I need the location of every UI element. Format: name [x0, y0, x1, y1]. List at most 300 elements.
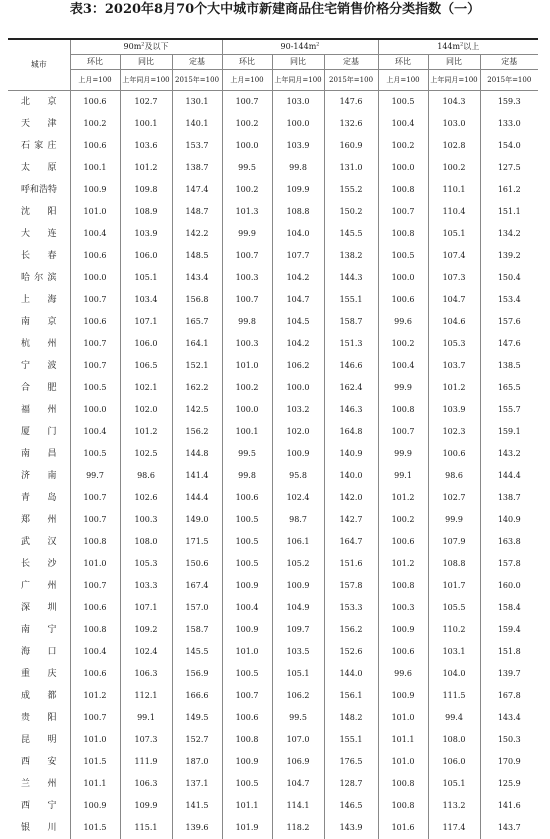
- value-cell: 99.8: [222, 311, 272, 333]
- value-cell: 167.8: [480, 685, 538, 707]
- value-cell: 100.7: [70, 333, 120, 355]
- value-cell: 158.4: [480, 597, 538, 619]
- value-cell: 101.2: [378, 553, 428, 575]
- value-cell: 107.1: [120, 311, 172, 333]
- value-cell: 106.2: [272, 685, 324, 707]
- value-cell: 100.7: [70, 707, 120, 729]
- value-cell: 100.6: [70, 597, 120, 619]
- table-row: [8, 509, 538, 531]
- table-row: [8, 135, 538, 157]
- table-row: [8, 553, 538, 575]
- header-row-groups: [8, 39, 538, 55]
- value-cell: 156.2: [324, 619, 378, 641]
- value-cell: 100.5: [222, 553, 272, 575]
- table-row: [8, 421, 538, 443]
- value-cell: 100.7: [222, 91, 272, 114]
- value-cell: 155.2: [324, 179, 378, 201]
- value-cell: 103.3: [120, 575, 172, 597]
- city-name-cell: 青岛: [8, 487, 70, 509]
- table-row: [8, 289, 538, 311]
- value-cell: 157.8: [324, 575, 378, 597]
- value-cell: 109.7: [272, 619, 324, 641]
- city-name-cell: 北京: [8, 91, 70, 114]
- city-name-cell: 石家庄: [8, 135, 70, 157]
- value-cell: 101.0: [70, 553, 120, 575]
- value-cell: 155.1: [324, 729, 378, 751]
- base-header: 上月=100: [222, 70, 272, 91]
- table-row: [8, 751, 538, 773]
- value-cell: 141.5: [172, 795, 222, 817]
- value-cell: 100.8: [378, 179, 428, 201]
- table-row: [8, 223, 538, 245]
- value-cell: 152.7: [172, 729, 222, 751]
- value-cell: 100.9: [222, 619, 272, 641]
- value-cell: 187.0: [172, 751, 222, 773]
- value-cell: 108.9: [120, 201, 172, 223]
- value-cell: 100.9: [222, 751, 272, 773]
- value-cell: 101.1: [222, 795, 272, 817]
- city-name-cell: 大连: [8, 223, 70, 245]
- table-row: [8, 729, 538, 751]
- city-name-cell: 沈阳: [8, 201, 70, 223]
- value-cell: 100.4: [222, 597, 272, 619]
- value-cell: 105.2: [272, 553, 324, 575]
- base-header: 上月=100: [378, 70, 428, 91]
- value-cell: 132.6: [324, 113, 378, 135]
- value-cell: 102.7: [120, 91, 172, 114]
- value-cell: 143.4: [172, 267, 222, 289]
- value-cell: 159.4: [480, 619, 538, 641]
- city-name-cell: 银川: [8, 817, 70, 839]
- value-cell: 103.9: [120, 223, 172, 245]
- metric-header: 定基: [172, 55, 222, 70]
- value-cell: 104.5: [272, 311, 324, 333]
- value-cell: 164.1: [172, 333, 222, 355]
- base-header: 上年同月=100: [272, 70, 324, 91]
- header-row-bases: [8, 70, 538, 91]
- value-cell: 100.0: [70, 399, 120, 421]
- value-cell: 103.6: [120, 135, 172, 157]
- value-cell: 157.6: [480, 311, 538, 333]
- metric-header: 同比: [120, 55, 172, 70]
- city-name-cell: 太原: [8, 157, 70, 179]
- value-cell: 138.7: [480, 487, 538, 509]
- table-row: [8, 531, 538, 553]
- value-cell: 100.9: [378, 685, 428, 707]
- value-cell: 100.9: [70, 795, 120, 817]
- value-cell: 171.5: [172, 531, 222, 553]
- value-cell: 104.9: [272, 597, 324, 619]
- value-cell: 138.7: [172, 157, 222, 179]
- value-cell: 111.5: [428, 685, 480, 707]
- value-cell: 100.9: [272, 443, 324, 465]
- value-cell: 105.1: [272, 663, 324, 685]
- value-cell: 101.2: [70, 685, 120, 707]
- value-cell: 104.7: [272, 773, 324, 795]
- value-cell: 100.6: [70, 311, 120, 333]
- group-header-medium: $90-144m^2$: [222, 39, 378, 55]
- value-cell: 144.4: [172, 487, 222, 509]
- value-cell: 100.6: [378, 531, 428, 553]
- value-cell: 133.0: [480, 113, 538, 135]
- value-cell: 147.6: [480, 333, 538, 355]
- value-cell: 100.6: [70, 91, 120, 114]
- value-cell: 149.5: [172, 707, 222, 729]
- value-cell: 100.1: [120, 113, 172, 135]
- value-cell: 100.5: [222, 773, 272, 795]
- value-cell: 110.1: [428, 179, 480, 201]
- value-cell: 100.2: [428, 157, 480, 179]
- value-cell: 142.2: [172, 223, 222, 245]
- value-cell: 100.2: [222, 113, 272, 135]
- value-cell: 102.3: [428, 421, 480, 443]
- value-cell: 100.6: [222, 487, 272, 509]
- value-cell: 137.1: [172, 773, 222, 795]
- city-name-cell: 合肥: [8, 377, 70, 399]
- value-cell: 143.9: [324, 817, 378, 839]
- value-cell: 108.8: [428, 553, 480, 575]
- value-cell: 107.9: [428, 531, 480, 553]
- value-cell: 147.6: [324, 91, 378, 114]
- value-cell: 154.0: [480, 135, 538, 157]
- value-cell: 101.5: [70, 751, 120, 773]
- base-header: 上年同月=100: [428, 70, 480, 91]
- value-cell: 145.5: [324, 223, 378, 245]
- value-cell: 100.6: [70, 245, 120, 267]
- value-cell: 100.5: [378, 91, 428, 114]
- value-cell: 108.0: [428, 729, 480, 751]
- city-name-cell: 海口: [8, 641, 70, 663]
- value-cell: 99.5: [272, 707, 324, 729]
- table-row: [8, 619, 538, 641]
- value-cell: 153.4: [480, 289, 538, 311]
- value-cell: 140.0: [324, 465, 378, 487]
- value-cell: 100.7: [378, 201, 428, 223]
- table-row: [8, 267, 538, 289]
- value-cell: 100.4: [378, 113, 428, 135]
- value-cell: 99.5: [222, 157, 272, 179]
- value-cell: 101.0: [70, 201, 120, 223]
- value-cell: 167.4: [172, 575, 222, 597]
- table-row: [8, 113, 538, 135]
- value-cell: 100.8: [70, 531, 120, 553]
- value-cell: 104.7: [428, 289, 480, 311]
- value-cell: 143.7: [480, 817, 538, 839]
- metric-header: 环比: [70, 55, 120, 70]
- header-row-metrics: [8, 55, 538, 70]
- value-cell: 100.7: [70, 487, 120, 509]
- value-cell: 128.7: [324, 773, 378, 795]
- value-cell: 117.4: [428, 817, 480, 839]
- value-cell: 144.3: [324, 267, 378, 289]
- city-name-cell: 贵阳: [8, 707, 70, 729]
- price-index-table: [8, 38, 538, 839]
- value-cell: 100.8: [378, 773, 428, 795]
- value-cell: 100.2: [70, 113, 120, 135]
- value-cell: 151.8: [480, 641, 538, 663]
- value-cell: 103.0: [428, 113, 480, 135]
- value-cell: 151.6: [324, 553, 378, 575]
- value-cell: 101.2: [120, 421, 172, 443]
- value-cell: 106.3: [120, 773, 172, 795]
- value-cell: 102.7: [428, 487, 480, 509]
- value-cell: 127.5: [480, 157, 538, 179]
- value-cell: 139.2: [480, 245, 538, 267]
- value-cell: 141.4: [172, 465, 222, 487]
- value-cell: 100.3: [222, 267, 272, 289]
- value-cell: 107.3: [120, 729, 172, 751]
- value-cell: 100.7: [70, 575, 120, 597]
- base-header: 上年同月=100: [120, 70, 172, 91]
- base-header: 2015年=100: [480, 70, 538, 91]
- table-row: [8, 201, 538, 223]
- value-cell: 106.0: [120, 245, 172, 267]
- value-cell: 150.2: [324, 201, 378, 223]
- value-cell: 146.6: [324, 355, 378, 377]
- value-cell: 148.7: [172, 201, 222, 223]
- value-cell: 148.2: [324, 707, 378, 729]
- table-row: [8, 817, 538, 839]
- value-cell: 103.4: [120, 289, 172, 311]
- value-cell: 142.7: [324, 509, 378, 531]
- value-cell: 99.9: [378, 443, 428, 465]
- city-name-cell: 西宁: [8, 795, 70, 817]
- value-cell: 99.9: [222, 223, 272, 245]
- value-cell: 157.0: [172, 597, 222, 619]
- city-name-cell: 长沙: [8, 553, 70, 575]
- value-cell: 103.9: [428, 399, 480, 421]
- value-cell: 103.5: [272, 641, 324, 663]
- value-cell: 101.0: [222, 641, 272, 663]
- value-cell: 100.2: [378, 135, 428, 157]
- value-cell: 141.6: [480, 795, 538, 817]
- value-cell: 100.6: [428, 443, 480, 465]
- table-row: [8, 157, 538, 179]
- value-cell: 103.9: [272, 135, 324, 157]
- value-cell: 144.8: [172, 443, 222, 465]
- value-cell: 106.2: [272, 355, 324, 377]
- value-cell: 162.4: [324, 377, 378, 399]
- value-cell: 100.5: [70, 443, 120, 465]
- value-cell: 125.9: [480, 773, 538, 795]
- value-cell: 98.7: [272, 509, 324, 531]
- value-cell: 98.6: [120, 465, 172, 487]
- value-cell: 102.4: [272, 487, 324, 509]
- value-cell: 100.2: [222, 377, 272, 399]
- value-cell: 156.8: [172, 289, 222, 311]
- value-cell: 156.9: [172, 663, 222, 685]
- value-cell: 139.7: [480, 663, 538, 685]
- value-cell: 100.4: [70, 641, 120, 663]
- value-cell: 145.5: [172, 641, 222, 663]
- value-cell: 151.1: [480, 201, 538, 223]
- value-cell: 100.3: [120, 509, 172, 531]
- value-cell: 140.9: [480, 509, 538, 531]
- value-cell: 105.1: [120, 267, 172, 289]
- value-cell: 150.6: [172, 553, 222, 575]
- value-cell: 101.6: [378, 817, 428, 839]
- value-cell: 104.0: [272, 223, 324, 245]
- group-header-small: $90m^2$及以下: [70, 39, 222, 55]
- value-cell: 102.8: [428, 135, 480, 157]
- value-cell: 100.8: [70, 619, 120, 641]
- value-cell: 176.5: [324, 751, 378, 773]
- value-cell: 106.9: [272, 751, 324, 773]
- value-cell: 144.0: [324, 663, 378, 685]
- value-cell: 100.0: [378, 267, 428, 289]
- value-cell: 100.7: [378, 421, 428, 443]
- value-cell: 101.2: [378, 487, 428, 509]
- table-row: [8, 575, 538, 597]
- value-cell: 153.3: [324, 597, 378, 619]
- city-name-cell: 广州: [8, 575, 70, 597]
- value-cell: 100.3: [378, 597, 428, 619]
- value-cell: 99.1: [120, 707, 172, 729]
- table-body: [8, 91, 538, 839]
- value-cell: 100.9: [70, 179, 120, 201]
- value-cell: 150.3: [480, 729, 538, 751]
- value-cell: 101.7: [428, 575, 480, 597]
- value-cell: 106.3: [120, 663, 172, 685]
- value-cell: 161.2: [480, 179, 538, 201]
- value-cell: 159.1: [480, 421, 538, 443]
- value-cell: 103.2: [272, 399, 324, 421]
- value-cell: 99.6: [378, 311, 428, 333]
- value-cell: 102.0: [272, 421, 324, 443]
- value-cell: 104.3: [428, 91, 480, 114]
- value-cell: 100.2: [222, 179, 272, 201]
- value-cell: 102.0: [120, 399, 172, 421]
- city-name-cell: 重庆: [8, 663, 70, 685]
- value-cell: 160.9: [324, 135, 378, 157]
- value-cell: 113.2: [428, 795, 480, 817]
- value-cell: 100.6: [70, 663, 120, 685]
- city-name-cell: 西安: [8, 751, 70, 773]
- city-name-cell: 南京: [8, 311, 70, 333]
- base-header: 2015年=100: [172, 70, 222, 91]
- value-cell: 100.4: [70, 421, 120, 443]
- table-row: [8, 333, 538, 355]
- value-cell: 155.7: [480, 399, 538, 421]
- city-name-cell: 福州: [8, 399, 70, 421]
- value-cell: 102.5: [120, 443, 172, 465]
- value-cell: 99.7: [70, 465, 120, 487]
- value-cell: 101.0: [378, 707, 428, 729]
- city-name-cell: 上海: [8, 289, 70, 311]
- value-cell: 156.2: [172, 421, 222, 443]
- table-row: [8, 377, 538, 399]
- value-cell: 105.1: [428, 223, 480, 245]
- metric-header: 定基: [324, 55, 378, 70]
- value-cell: 131.0: [324, 157, 378, 179]
- value-cell: 109.9: [120, 795, 172, 817]
- value-cell: 106.1: [272, 531, 324, 553]
- city-name-cell: 昆明: [8, 729, 70, 751]
- value-cell: 106.5: [120, 355, 172, 377]
- base-header: 2015年=100: [324, 70, 378, 91]
- value-cell: 100.1: [222, 421, 272, 443]
- value-cell: 100.7: [222, 245, 272, 267]
- value-cell: 100.4: [378, 355, 428, 377]
- metric-header: 环比: [378, 55, 428, 70]
- value-cell: 105.3: [120, 553, 172, 575]
- value-cell: 115.1: [120, 817, 172, 839]
- value-cell: 101.5: [70, 817, 120, 839]
- value-cell: 100.0: [272, 377, 324, 399]
- metric-header: 同比: [272, 55, 324, 70]
- value-cell: 100.3: [222, 333, 272, 355]
- value-cell: 99.9: [428, 509, 480, 531]
- value-cell: 99.4: [428, 707, 480, 729]
- value-cell: 100.2: [378, 333, 428, 355]
- value-cell: 100.7: [222, 289, 272, 311]
- value-cell: 104.7: [272, 289, 324, 311]
- value-cell: 118.2: [272, 817, 324, 839]
- value-cell: 110.2: [428, 619, 480, 641]
- value-cell: 101.1: [70, 773, 120, 795]
- value-cell: 100.7: [222, 685, 272, 707]
- column-header-city: 城市: [8, 39, 70, 91]
- value-cell: 143.4: [480, 707, 538, 729]
- value-cell: 150.4: [480, 267, 538, 289]
- metric-header: 定基: [480, 55, 538, 70]
- value-cell: 152.6: [324, 641, 378, 663]
- value-cell: 100.6: [378, 289, 428, 311]
- value-cell: 108.8: [272, 201, 324, 223]
- table-row: [8, 465, 538, 487]
- table-row: [8, 597, 538, 619]
- base-header: 上月=100: [70, 70, 120, 91]
- value-cell: 138.2: [324, 245, 378, 267]
- value-cell: 100.0: [272, 113, 324, 135]
- value-cell: 112.1: [120, 685, 172, 707]
- value-cell: 99.8: [222, 465, 272, 487]
- value-cell: 107.0: [272, 729, 324, 751]
- value-cell: 102.1: [120, 377, 172, 399]
- value-cell: 99.8: [272, 157, 324, 179]
- value-cell: 99.1: [378, 465, 428, 487]
- value-cell: 138.5: [480, 355, 538, 377]
- value-cell: 147.4: [172, 179, 222, 201]
- value-cell: 151.3: [324, 333, 378, 355]
- value-cell: 102.6: [120, 487, 172, 509]
- value-cell: 149.0: [172, 509, 222, 531]
- value-cell: 106.0: [428, 751, 480, 773]
- value-cell: 134.2: [480, 223, 538, 245]
- value-cell: 101.9: [222, 817, 272, 839]
- value-cell: 146.3: [324, 399, 378, 421]
- value-cell: 163.8: [480, 531, 538, 553]
- value-cell: 155.1: [324, 289, 378, 311]
- value-cell: 100.8: [378, 223, 428, 245]
- value-cell: 100.2: [378, 509, 428, 531]
- value-cell: 100.5: [70, 377, 120, 399]
- value-cell: 140.9: [324, 443, 378, 465]
- value-cell: 140.1: [172, 113, 222, 135]
- value-cell: 100.6: [378, 641, 428, 663]
- value-cell: 100.8: [222, 729, 272, 751]
- value-cell: 99.5: [222, 443, 272, 465]
- value-cell: 104.0: [428, 663, 480, 685]
- value-cell: 105.5: [428, 597, 480, 619]
- value-cell: 139.6: [172, 817, 222, 839]
- group-header-large: $144m^2$以上: [378, 39, 538, 55]
- city-name-cell: 长春: [8, 245, 70, 267]
- city-name-cell: 南宁: [8, 619, 70, 641]
- value-cell: 114.1: [272, 795, 324, 817]
- table-row: [8, 91, 538, 114]
- table-row: [8, 707, 538, 729]
